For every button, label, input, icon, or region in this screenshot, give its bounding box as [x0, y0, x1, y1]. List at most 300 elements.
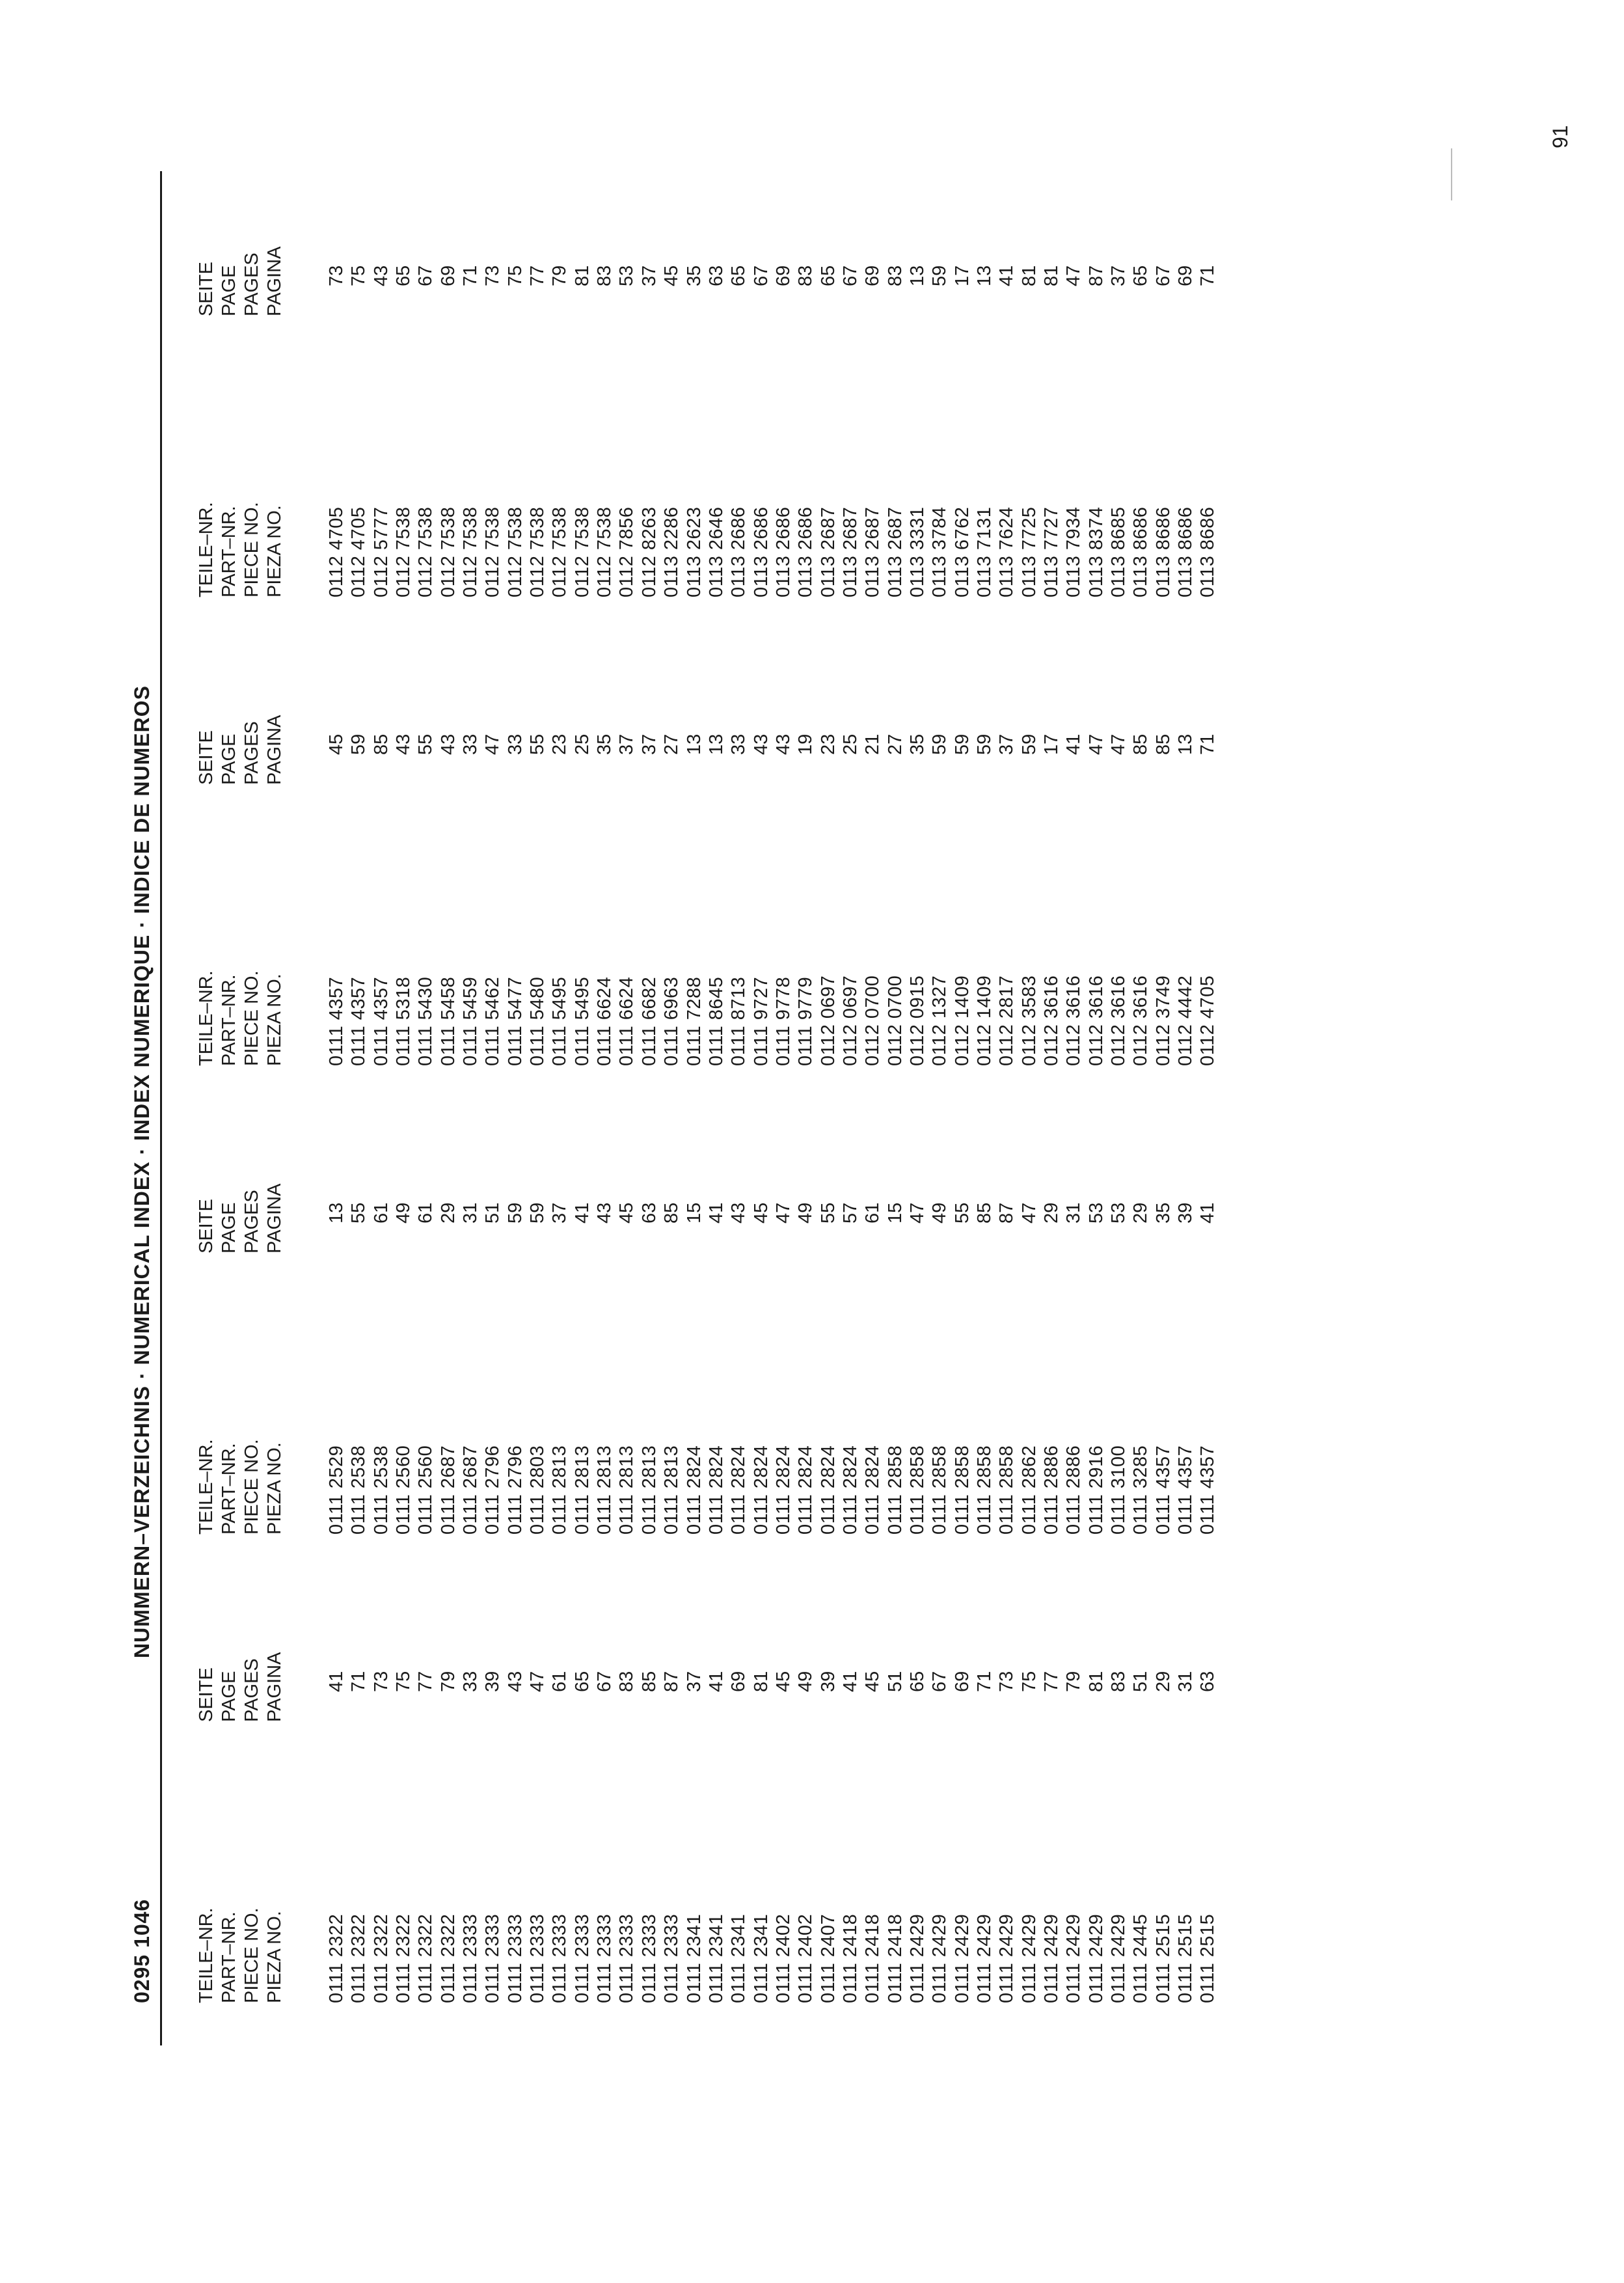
table-row — [1018, 1118, 1040, 1535]
part-number: 0111 2858 — [996, 1445, 1018, 1535]
page-reference: 35 — [594, 733, 616, 755]
part-number: 0111 3285 — [1130, 1445, 1152, 1535]
part-number: 0111 6624 — [616, 976, 638, 1066]
part-number: 0111 2538 — [348, 1445, 370, 1535]
page-reference: 85 — [1152, 733, 1174, 755]
table-row — [347, 649, 370, 1066]
table-row — [794, 1118, 817, 1535]
page-reference: 43 — [750, 733, 772, 755]
page-reference: 69 — [437, 265, 459, 286]
part-number: 0111 2429 — [1063, 1913, 1085, 2003]
page-reference: 51 — [1130, 1671, 1152, 1692]
page-reference: 37 — [683, 1671, 705, 1692]
header-label: PIECE NO. — [241, 502, 262, 597]
header-label: PIEZA NO. — [264, 974, 285, 1066]
part-number: 0111 2529 — [326, 1445, 347, 1535]
part-number: 0113 7725 — [1018, 506, 1040, 597]
part-number: 0111 2333 — [482, 1913, 504, 2003]
table-row — [638, 1587, 660, 2003]
header-label: SEITE — [196, 262, 217, 316]
part-number: 0111 4357 — [370, 976, 392, 1066]
table-row — [995, 1118, 1018, 1535]
table-row — [973, 1587, 995, 2003]
part-number: 0111 2322 — [370, 1913, 392, 2003]
table-row — [861, 1587, 884, 2003]
table-row — [1062, 1587, 1085, 2003]
page-reference: 69 — [1175, 265, 1197, 286]
page-reference: 87 — [1085, 265, 1107, 286]
part-number: 0111 9778 — [772, 976, 794, 1066]
table-row — [705, 1118, 727, 1535]
table-row — [1062, 1118, 1085, 1535]
part-number: 0112 7538 — [460, 506, 481, 597]
table-row — [906, 649, 928, 1066]
table-row — [414, 1587, 437, 2003]
page-reference: 13 — [1175, 733, 1197, 755]
page-header — [195, 1045, 286, 1253]
index-rows — [325, 181, 1219, 597]
table-row — [683, 181, 705, 597]
table-row — [392, 181, 414, 597]
page-reference: 85 — [973, 1202, 995, 1224]
part-number: 0111 8713 — [728, 976, 750, 1066]
table-row — [459, 1118, 481, 1535]
table-row — [727, 1587, 750, 2003]
table-row — [660, 181, 683, 597]
page-reference: 67 — [594, 1671, 616, 1692]
part-number: 0112 3616 — [1063, 975, 1085, 1066]
table-row — [325, 181, 347, 597]
table-row — [1040, 1587, 1062, 2003]
part-number: 0111 2824 — [862, 1445, 884, 1535]
part-number: 0112 7856 — [616, 506, 638, 597]
part-number: 0112 7538 — [437, 506, 459, 597]
page-reference: 29 — [437, 1202, 459, 1224]
table-row — [414, 1118, 437, 1535]
header-label: PAGES — [241, 253, 262, 316]
part-number: 0112 1409 — [973, 975, 995, 1066]
page-reference: 83 — [594, 265, 616, 286]
page-reference: 61 — [415, 1202, 437, 1224]
part-number: 0111 4357 — [1197, 1445, 1219, 1535]
page-reference: 71 — [1197, 733, 1219, 755]
page-reference: 37 — [638, 265, 660, 286]
page-reference: 67 — [929, 1671, 951, 1692]
table-row — [638, 649, 660, 1066]
table-row — [1174, 1587, 1197, 2003]
page-reference: 29 — [1130, 1202, 1152, 1224]
header-label: PART–NR. — [219, 1911, 239, 2003]
part-number: 0111 2322 — [393, 1913, 414, 2003]
header-label: PIECE NO. — [241, 1439, 262, 1535]
page-reference: 41 — [839, 1671, 861, 1692]
part-number-header — [195, 1326, 286, 1535]
table-row — [683, 649, 705, 1066]
page-reference: 69 — [728, 1671, 750, 1692]
part-number: 0113 8686 — [1152, 506, 1174, 597]
table-row — [548, 181, 571, 597]
part-number: 0112 7538 — [594, 506, 616, 597]
page-reference: 31 — [460, 1202, 481, 1224]
header-label: TEILE–NR. — [196, 502, 217, 597]
scan-mark — [1451, 148, 1452, 200]
part-number: 0111 2824 — [817, 1445, 839, 1535]
page-reference: 61 — [549, 1671, 571, 1692]
part-number: 0111 2341 — [683, 1913, 705, 2003]
table-row — [995, 649, 1018, 1066]
part-number: 0111 5480 — [527, 976, 548, 1066]
table-row — [526, 649, 548, 1066]
page-reference: 71 — [973, 1671, 995, 1692]
table-row — [705, 181, 727, 597]
part-number: 0112 7538 — [549, 506, 571, 597]
table-row — [459, 1587, 481, 2003]
part-number: 0111 2813 — [638, 1445, 660, 1535]
table-row — [593, 181, 616, 597]
part-number: 0111 2333 — [594, 1913, 616, 2003]
part-number: 0111 5459 — [460, 976, 481, 1066]
part-number: 0111 6682 — [638, 976, 660, 1066]
part-number: 0111 2687 — [460, 1445, 481, 1535]
header-label: PAGINA — [264, 1652, 285, 1722]
part-number: 0112 7538 — [415, 506, 437, 597]
table-row — [928, 649, 951, 1066]
part-number: 0113 8686 — [1175, 506, 1197, 597]
page-reference: 55 — [415, 733, 437, 755]
part-number-header — [195, 1795, 286, 2003]
page-reference: 83 — [1108, 1671, 1130, 1692]
part-number: 0111 2322 — [437, 1913, 459, 2003]
table-row — [884, 1118, 906, 1535]
page-reference: 17 — [1041, 733, 1062, 755]
header-label: PIECE NO. — [241, 1907, 262, 2003]
part-number: 0111 2803 — [527, 1445, 548, 1535]
page-reference: 69 — [772, 265, 794, 286]
part-number: 0111 2322 — [348, 1913, 370, 2003]
part-number: 0113 6762 — [951, 506, 973, 597]
page-reference: 35 — [683, 265, 705, 286]
table-row — [526, 1118, 548, 1535]
page-reference: 85 — [661, 1202, 683, 1224]
page-reference: 59 — [348, 733, 370, 755]
part-number: 0111 2322 — [326, 1913, 347, 2003]
table-row — [459, 649, 481, 1066]
header-label: PAGE — [219, 1671, 239, 1722]
table-row — [1197, 181, 1219, 597]
part-number: 0111 6963 — [661, 976, 683, 1066]
page-reference: 37 — [638, 733, 660, 755]
part-number: 0111 2341 — [728, 1913, 750, 2003]
header-label: PAGES — [241, 1658, 262, 1722]
page-reference: 51 — [884, 1671, 906, 1692]
page-reference: 67 — [750, 265, 772, 286]
page-header — [195, 1514, 286, 1722]
page-reference: 65 — [1130, 265, 1152, 286]
header-label: SEITE — [196, 730, 217, 785]
page-reference: 85 — [1130, 733, 1152, 755]
part-number: 0111 6624 — [594, 976, 616, 1066]
header-rule — [160, 171, 162, 2045]
table-row — [392, 1587, 414, 2003]
page-reference: 13 — [705, 733, 727, 755]
part-number: 0111 2824 — [728, 1445, 750, 1535]
part-number: 0111 2858 — [929, 1445, 951, 1535]
table-row — [437, 649, 459, 1066]
part-number: 0112 8263 — [638, 506, 660, 597]
table-row — [973, 649, 995, 1066]
part-number: 0111 5495 — [571, 976, 593, 1066]
part-number: 0111 4357 — [1175, 1445, 1197, 1535]
page-reference: 75 — [393, 1671, 414, 1692]
page-reference: 43 — [393, 733, 414, 755]
table-row — [481, 181, 504, 597]
table-row — [1040, 649, 1062, 1066]
table-row — [504, 1118, 526, 1535]
page-reference: 53 — [1108, 1202, 1130, 1224]
part-number: 0112 0915 — [906, 975, 928, 1066]
page-reference: 55 — [951, 1202, 973, 1224]
table-row — [1197, 1587, 1219, 2003]
page-reference: 59 — [929, 733, 951, 755]
part-number: 0111 2796 — [482, 1445, 504, 1535]
table-row — [481, 1118, 504, 1535]
part-number: 0111 2796 — [504, 1445, 526, 1535]
table-row — [1152, 1118, 1174, 1535]
page-reference: 49 — [795, 1671, 817, 1692]
table-row — [1197, 649, 1219, 1066]
part-number: 0111 5495 — [549, 976, 571, 1066]
part-number: 0113 2687 — [839, 506, 861, 597]
part-number: 0111 2824 — [750, 1445, 772, 1535]
part-number: 0113 7934 — [1063, 506, 1085, 597]
page-reference: 49 — [393, 1202, 414, 1224]
page-reference: 43 — [437, 733, 459, 755]
table-row — [1107, 181, 1130, 597]
part-number: 0111 2429 — [996, 1913, 1018, 2003]
page-reference: 43 — [370, 265, 392, 286]
table-row — [839, 649, 861, 1066]
part-number: 0111 2333 — [460, 1913, 481, 2003]
part-number: 0111 5430 — [415, 976, 437, 1066]
part-number: 0111 2429 — [1085, 1913, 1107, 2003]
part-number: 0112 0697 — [817, 975, 839, 1066]
part-number: 0111 2333 — [638, 1913, 660, 2003]
page-reference: 79 — [437, 1671, 459, 1692]
table-row — [481, 649, 504, 1066]
part-number: 0112 7538 — [527, 506, 548, 597]
page-reference: 53 — [616, 265, 638, 286]
table-row — [504, 649, 526, 1066]
table-row — [951, 649, 973, 1066]
part-number: 0111 2429 — [929, 1913, 951, 2003]
page-reference: 65 — [393, 265, 414, 286]
table-row — [683, 1587, 705, 2003]
table-row — [571, 649, 593, 1066]
table-row — [928, 1587, 951, 2003]
header-label: PAGE — [219, 1202, 239, 1253]
part-number: 0111 2824 — [839, 1445, 861, 1535]
table-row — [861, 1118, 884, 1535]
part-number: 0111 3100 — [1108, 1445, 1130, 1535]
page-reference: 61 — [862, 1202, 884, 1224]
part-number: 0112 4705 — [348, 506, 370, 597]
part-number: 0111 9779 — [795, 976, 817, 1066]
page-reference: 81 — [571, 265, 593, 286]
page-header — [195, 577, 286, 785]
table-row — [370, 181, 392, 597]
part-number: 0111 7288 — [683, 976, 705, 1066]
page-reference: 39 — [482, 1671, 504, 1692]
page-reference: 31 — [1063, 1202, 1085, 1224]
part-number: 0111 2333 — [549, 1913, 571, 2003]
part-number: 0111 8645 — [705, 976, 727, 1066]
table-row — [1062, 649, 1085, 1066]
table-row — [727, 181, 750, 597]
part-number: 0112 3583 — [1018, 975, 1040, 1066]
part-number: 0111 2429 — [1108, 1913, 1130, 2003]
table-row — [906, 181, 928, 597]
table-row — [325, 1118, 347, 1535]
page-reference: 77 — [527, 265, 548, 286]
page-reference: 75 — [504, 265, 526, 286]
table-row — [1085, 649, 1107, 1066]
document-title: NUMMERN–VERZEICHNIS · NUMERICAL INDEX · INDEX NUMERIQUE · INDICE DE NUMEROS — [130, 685, 154, 1658]
part-number: 0113 2623 — [683, 506, 705, 597]
part-number: 0111 2538 — [370, 1445, 392, 1535]
page-reference: 67 — [839, 265, 861, 286]
table-row — [325, 649, 347, 1066]
table-row — [414, 649, 437, 1066]
page-reference: 47 — [1085, 733, 1107, 755]
table-row — [1085, 1118, 1107, 1535]
part-number: 0113 2686 — [795, 506, 817, 597]
table-row — [1130, 1587, 1152, 2003]
table-row — [1040, 181, 1062, 597]
part-number: 0111 2916 — [1085, 1445, 1107, 1535]
table-row — [593, 1118, 616, 1535]
table-row — [951, 1118, 973, 1535]
part-number: 0111 2429 — [1018, 1913, 1040, 2003]
table-row — [1130, 649, 1152, 1066]
page-reference: 41 — [326, 1671, 347, 1692]
table-row — [526, 181, 548, 597]
table-row — [638, 1118, 660, 1535]
page-reference: 63 — [1197, 1671, 1219, 1692]
page-reference: 37 — [1108, 265, 1130, 286]
table-row — [1085, 1587, 1107, 2003]
page-reference: 85 — [370, 733, 392, 755]
page-reference: 37 — [996, 733, 1018, 755]
table-row — [817, 1587, 839, 2003]
table-row — [1018, 1587, 1040, 2003]
table-row — [616, 1587, 638, 2003]
table-row — [414, 181, 437, 597]
page-reference: 27 — [661, 733, 683, 755]
table-row — [750, 181, 772, 597]
part-number: 0111 2886 — [1041, 1445, 1062, 1535]
page-reference: 77 — [1041, 1671, 1062, 1692]
table-row — [325, 1587, 347, 2003]
part-number: 0111 2341 — [705, 1913, 727, 2003]
table-row — [928, 1118, 951, 1535]
table-row — [481, 1587, 504, 2003]
page-reference: 15 — [884, 1202, 906, 1224]
page-reference: 59 — [951, 733, 973, 755]
page-reference: 73 — [326, 265, 347, 286]
header-label: PIEZA NO. — [264, 1442, 285, 1535]
page-reference: 23 — [817, 733, 839, 755]
page-reference: 31 — [1175, 1671, 1197, 1692]
page-reference: 19 — [795, 733, 817, 755]
page-reference: 73 — [996, 1671, 1018, 1692]
header-label: PAGINA — [264, 715, 285, 785]
table-row — [906, 1587, 928, 2003]
table-row — [995, 1587, 1018, 2003]
table-row — [1107, 1118, 1130, 1535]
part-number: 0112 7538 — [571, 506, 593, 597]
page-reference: 17 — [951, 265, 973, 286]
page-reference: 33 — [460, 1671, 481, 1692]
page-reference: 73 — [482, 265, 504, 286]
part-number: 0111 2813 — [571, 1445, 593, 1535]
table-row — [727, 649, 750, 1066]
table-row — [1174, 1118, 1197, 1535]
header-label: PART–NR. — [219, 974, 239, 1066]
page-reference: 33 — [728, 733, 750, 755]
part-number: 0112 5777 — [370, 506, 392, 597]
table-row — [392, 649, 414, 1066]
page-reference: 45 — [750, 1202, 772, 1224]
part-number: 0111 2322 — [415, 1913, 437, 2003]
table-row — [839, 1587, 861, 2003]
page-reference: 45 — [616, 1202, 638, 1224]
page-reference: 45 — [661, 265, 683, 286]
page-reference: 87 — [661, 1671, 683, 1692]
page-reference: 41 — [996, 265, 1018, 286]
part-number: 0112 4705 — [1197, 975, 1219, 1066]
part-number: 0113 2687 — [817, 506, 839, 597]
part-number: 0112 4442 — [1175, 975, 1197, 1066]
part-number: 0111 5477 — [504, 976, 526, 1066]
page-reference: 37 — [616, 733, 638, 755]
part-number: 0111 2813 — [616, 1445, 638, 1535]
page-reference: 59 — [504, 1202, 526, 1224]
table-row — [973, 181, 995, 597]
page-reference: 55 — [348, 1202, 370, 1224]
part-number: 0113 2286 — [661, 506, 683, 597]
part-number: 0111 2418 — [839, 1913, 861, 2003]
part-number: 0111 2418 — [884, 1913, 906, 2003]
part-number: 0112 2817 — [996, 975, 1018, 1066]
page-reference: 81 — [750, 1671, 772, 1692]
part-number: 0111 5458 — [437, 976, 459, 1066]
page-reference: 67 — [1152, 265, 1174, 286]
table-row — [347, 181, 370, 597]
part-number: 0111 2813 — [549, 1445, 571, 1535]
page-reference: 79 — [1063, 1671, 1085, 1692]
part-number: 0113 2686 — [728, 506, 750, 597]
table-row — [750, 1118, 772, 1535]
part-number: 0111 2333 — [504, 1913, 526, 2003]
index-rows — [325, 1118, 1219, 1535]
page-reference: 83 — [795, 265, 817, 286]
part-number: 0111 2858 — [973, 1445, 995, 1535]
page-reference: 59 — [973, 733, 995, 755]
table-row — [526, 1587, 548, 2003]
table-row — [750, 1587, 772, 2003]
page-reference: 55 — [527, 733, 548, 755]
part-number: 0113 7727 — [1041, 506, 1062, 597]
